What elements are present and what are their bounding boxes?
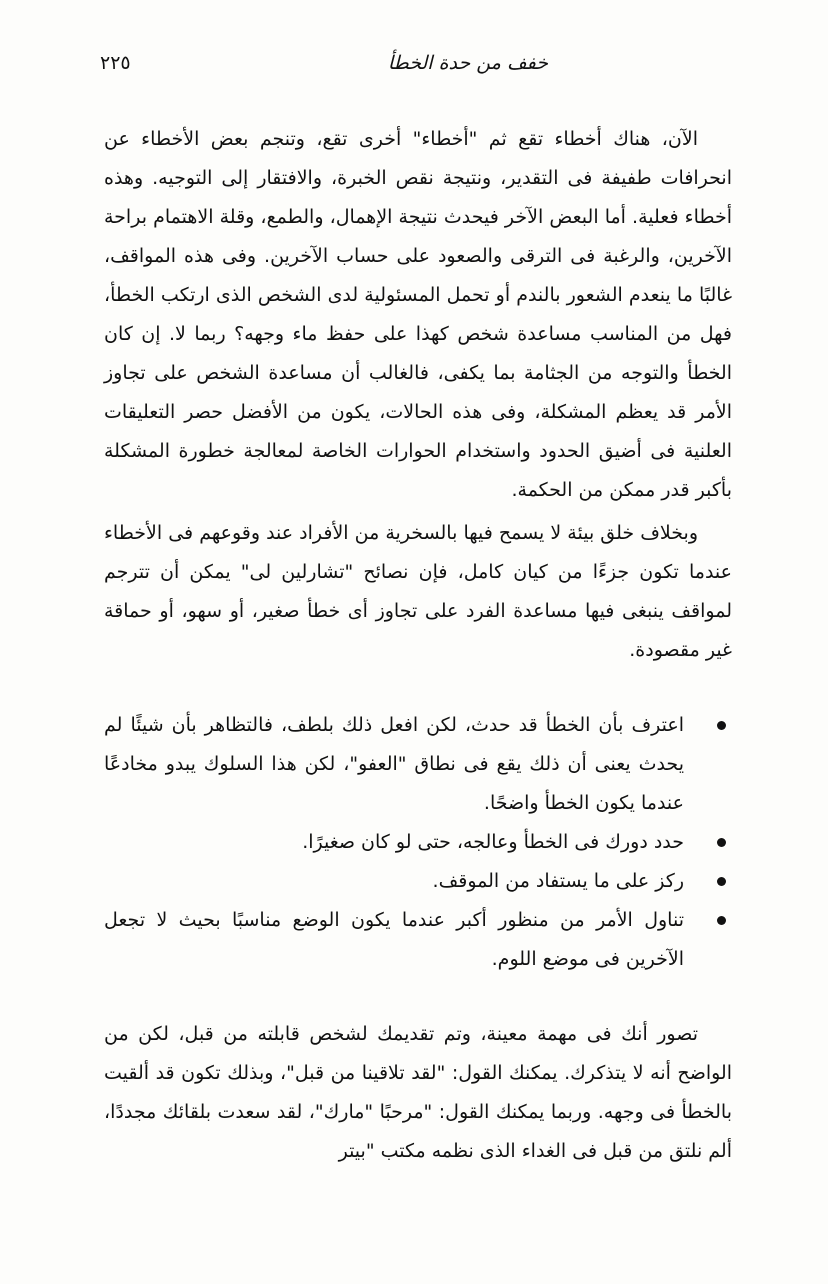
bullet-icon — [717, 916, 726, 925]
page-header — [100, 50, 728, 84]
bullet-item — [104, 706, 732, 823]
bullet-text: حدد دورك فى الخطأ وعالجه، حتى لو كان صغيرًا. — [302, 831, 684, 853]
paragraph: وبخلاف خلق بيئة لا يسمح فيها بالسخرية من الأفراد عند وقوعهم فى الأخطاء عندما تكون جزءًا من كيان كامل، فإن نصائح "تشارلين لى" يمكن أن تترجم لمواقف ينبغى فيها مساعدة الفرد على تجاوز أى خطأ صغير، أو سهو، أو حماقة غير مقصودة. — [104, 522, 732, 661]
bullet-text: تناول الأمر من منظور أكبر عندما يكون الوضع مناسبًا بحيث لا تجعل الآخرين فى موضع اللوم. — [104, 909, 684, 970]
bullet-text: اعترف بأن الخطأ قد حدث، لكن افعل ذلك بلطف، فالتظاهر بأن شيئًا لم يحدث يعنى أن ذلك يقع فى نطاق "العفو"، لكن هذا السلوك يبدو مخادعًا عندما يكون الخطأ واضحًا. — [104, 714, 684, 814]
bullet-list — [104, 706, 732, 979]
bullet-icon — [717, 721, 726, 730]
bullet-item — [104, 862, 732, 901]
bullet-icon — [717, 838, 726, 847]
bullet-icon — [717, 877, 726, 886]
body-text — [104, 120, 732, 1171]
bullet-text: ركز على ما يستفاد من الموقف. — [432, 870, 684, 892]
paragraph: الآن، هناك أخطاء تقع ثم "أخطاء" أخرى تقع، وتنجم بعض الأخطاء عن انحرافات طفيفة فى التقدير، ونتيجة نقص الخبرة، والافتقار إلى التوجيه. وهذه أخطاء فعلية. أما البعض الآخر فيحدث نتيجة الإهمال، والطمع، وقلة الاهتمام براحة الآخرين، والرغبة فى الترقى والصعود على حساب الآخرين. وفى هذه المواقف، غالبًا ما ينعدم الشعور بالندم أو تحمل المسئولية لدى الشخص الذى ارتكب الخطأ، فهل من المناسب مساعدة شخص كهذا على حفظ ماء وجهه؟ ربما لا. إن كان الخطأ والتوجه من الجثامة بما يكفى، فالغالب أن مساعدة الشخص على تجاوز الأمر قد يعظم المشكلة، وفى هذه الحالات، يكون من الأفضل حصر التعليقات العلنية فى أضيق الحدود واستخدام الحوارات الخاصة لمعالجة خطورة المشكلة بأكبر قدر ممكن من الحكمة. — [104, 128, 732, 501]
running-title: خفف من حدة الخطأ — [387, 52, 548, 74]
paragraph: تصور أنك فى مهمة معينة، وتم تقديمك لشخص قابلته من قبل، لكن من الواضح أنه لا يتذكرك. يمكنك القول: "لقد تلاقينا من قبل"، وبذلك تكون قد ألقيت بالخطأ فى وجهه. وربما يمكنك القول: "مرحبًا "مارك"، لقد سعدت بلقائك مجددًا، ألم نلتق من قبل فى الغداء الذى نظمه مكتب "بيتر — [104, 1023, 732, 1162]
page-number: ٢٢٥ — [100, 52, 131, 74]
bullet-item — [104, 823, 732, 862]
bullet-item — [104, 901, 732, 979]
